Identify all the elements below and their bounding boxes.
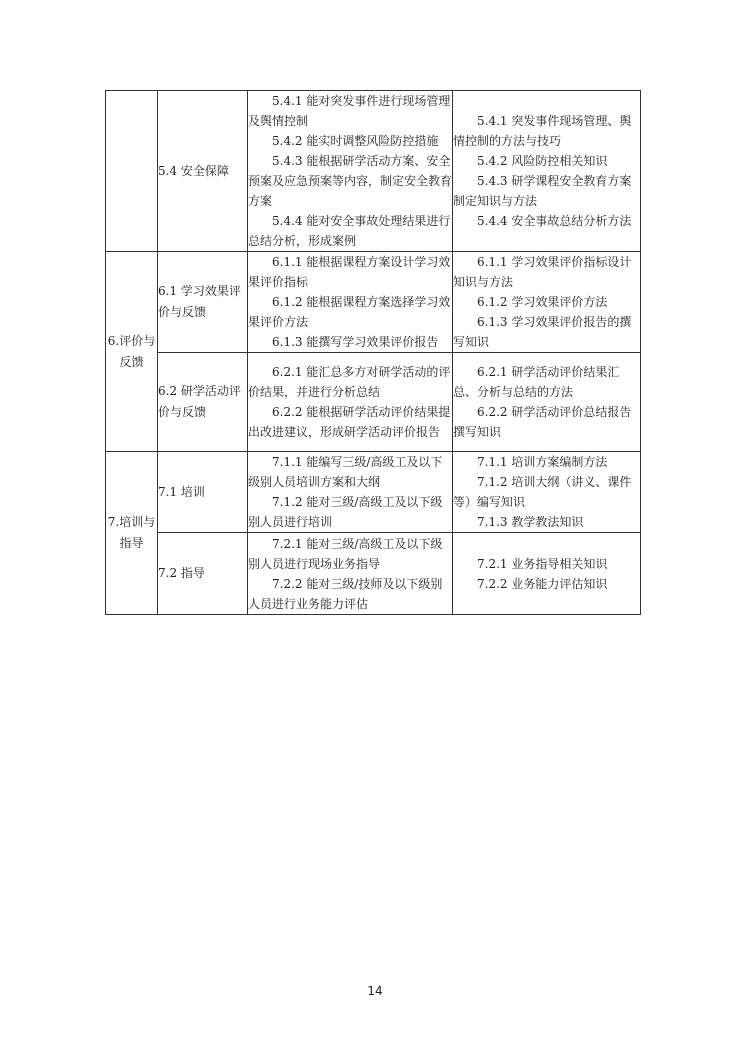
work-unit-label: 6.2 研学活动评价与反馈 <box>158 384 241 419</box>
knowledge-item: 7.1.1 培训方案编制方法 <box>477 455 608 469</box>
skill-item: 6.2.2 能根据研学活动评价结果提出改进建议，形成研学活动评价报告 <box>248 405 451 439</box>
work-function-cell <box>106 91 158 252</box>
knowledge-item: 7.1.2 培训大纲（讲义、课件等）编写知识 <box>453 475 632 509</box>
skill-item: 6.1.1 能根据课程方案设计学习效果评价指标 <box>248 255 451 289</box>
work-unit-label: 7.1 培训 <box>158 484 205 499</box>
work-unit-cell <box>158 452 248 533</box>
knowledge-item: 5.4.2 风险防控相关知识 <box>477 154 608 168</box>
work-function-cell <box>106 252 158 452</box>
skill-item: 5.4.1 能对突发事件进行现场管理及舆情控制 <box>248 94 451 128</box>
skill-item: 7.1.1 能编写三级/高级工及以下级别人员培训方案和大纲 <box>248 455 443 489</box>
knowledge-item: 7.1.3 教学教法知识 <box>477 515 584 529</box>
skill-item: 5.4.4 能对安全事故处理结果进行总结分析，形成案例 <box>248 214 451 248</box>
skill-requirements-cell <box>248 91 453 252</box>
knowledge-requirements-cell <box>453 533 641 615</box>
skill-item: 7.2.1 能对三级/高级工及以下级别人员进行现场业务指导 <box>248 536 443 571</box>
knowledge-requirements-cell <box>453 452 641 533</box>
skill-requirements-cell <box>248 252 453 353</box>
page-number: 14 <box>367 984 383 998</box>
knowledge-item: 6.2.2 研学活动评价总结报告撰写知识 <box>453 405 632 439</box>
knowledge-item: 5.4.4 安全事故总结分析方法 <box>477 214 632 228</box>
skill-item: 6.2.1 能汇总多方对研学活动的评价结果，并进行分析总结 <box>248 365 451 399</box>
table-row <box>106 452 641 533</box>
skill-item: 6.1.3 能撰写学习效果评价报告 <box>272 335 439 349</box>
skill-requirements-cell <box>248 533 453 615</box>
table-row <box>106 91 641 252</box>
work-unit-cell <box>158 252 248 353</box>
knowledge-item: 6.1.1 学习效果评价指标设计知识与方法 <box>453 255 632 289</box>
work-unit-cell <box>158 91 248 252</box>
table-row <box>106 353 641 452</box>
knowledge-item: 5.4.1 突发事件现场管理、舆情控制的方法与技巧 <box>453 114 632 148</box>
work-unit-cell <box>158 353 248 452</box>
skill-requirements-cell <box>248 353 453 452</box>
knowledge-item: 7.2.1 业务指导相关知识 <box>477 556 608 571</box>
knowledge-requirements-cell <box>453 353 641 452</box>
skill-item: 7.1.2 能对三级/高级工及以下级别人员进行培训 <box>248 495 443 529</box>
knowledge-item: 6.1.3 学习效果评价报告的撰写知识 <box>453 315 632 349</box>
knowledge-requirements-cell <box>453 252 641 353</box>
knowledge-item: 6.2.1 研学活动评价结果汇总、分析与总结的方法 <box>453 365 620 399</box>
work-function-label: 7.培训与指导 <box>107 515 156 550</box>
work-unit-label: 6.1 学习效果评价与反馈 <box>158 284 241 319</box>
knowledge-requirements-cell <box>453 91 641 252</box>
skill-item: 7.2.2 能对三级/技师及以下级别人员进行业务能力评估 <box>248 576 443 611</box>
requirements-table <box>105 90 641 615</box>
work-unit-cell <box>158 533 248 615</box>
table-row <box>106 533 641 615</box>
skill-item: 6.1.2 能根据课程方案选择学习效果评价方法 <box>248 295 451 329</box>
knowledge-item: 6.1.2 学习效果评价方法 <box>477 295 608 309</box>
work-unit-label: 7.2 指导 <box>158 566 205 580</box>
work-function-cell <box>106 452 158 615</box>
work-unit-label: 5.4 安全保障 <box>158 163 229 178</box>
knowledge-item: 7.2.2 业务能力评估知识 <box>477 576 608 591</box>
table-row <box>106 252 641 353</box>
work-function-label: 6.评价与反馈 <box>107 333 156 369</box>
skill-item: 5.4.3 能根据研学活动方案、安全预案及应急预案等内容，制定安全教育方案 <box>248 154 453 208</box>
skill-requirements-cell <box>248 452 453 533</box>
knowledge-item: 5.4.3 研学课程安全教育方案制定知识与方法 <box>453 174 632 208</box>
skill-item: 5.4.2 能实时调整风险防控措施 <box>272 134 439 148</box>
